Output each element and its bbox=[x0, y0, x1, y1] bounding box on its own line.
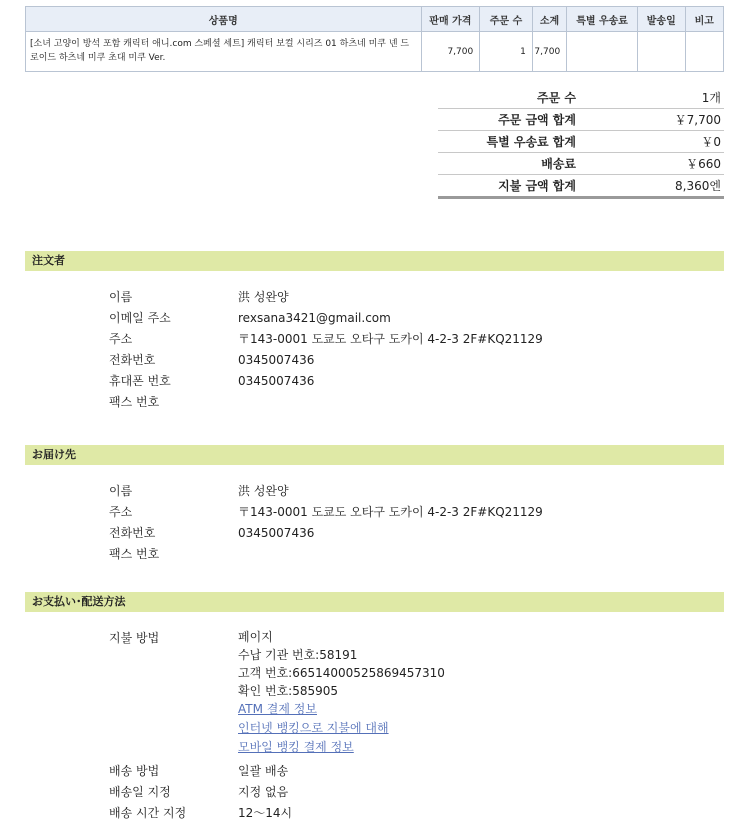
summary-value: ￥660 bbox=[686, 157, 721, 171]
col-header-product: 상품명 bbox=[26, 7, 422, 32]
orderer-details bbox=[109, 287, 709, 413]
orderer-row-fax bbox=[109, 392, 709, 413]
table-header-row bbox=[26, 7, 724, 32]
col-header-price: 판매 가격 bbox=[421, 7, 480, 32]
field-label: 배송일 지정 bbox=[109, 785, 171, 799]
col-header-ship-date: 발송일 bbox=[637, 7, 685, 32]
field-label: 배송 시간 지정 bbox=[109, 806, 187, 820]
field-label: 팩스 번호 bbox=[109, 547, 160, 561]
product-price: 7,700 bbox=[421, 32, 480, 72]
summary-row-order-total bbox=[438, 108, 724, 130]
product-name: [소녀 고양이 방석 포함 캐릭터 애니.com 스페셜 세트] 캐릭터 보컬 시리즈 01 하츠네 미쿠 넨 드로이드 하츠네 미쿠 초대 미쿠 Ver. bbox=[26, 32, 422, 72]
field-label: 전화번호 bbox=[109, 353, 156, 367]
summary-row-special-shipping bbox=[438, 130, 724, 152]
product-ship-date bbox=[637, 32, 685, 72]
field-value: 일괄 배송 bbox=[238, 764, 289, 778]
payment-row-delivery-time bbox=[109, 803, 709, 824]
mobile-banking-info-link[interactable]: 모바일 뱅킹 결제 정보 bbox=[238, 740, 354, 754]
field-label: 이름 bbox=[109, 484, 133, 498]
section-header-payment: お支払い･配送方法 bbox=[25, 592, 724, 612]
order-summary bbox=[438, 86, 724, 199]
delivery-row-fax bbox=[109, 544, 709, 565]
summary-value: ￥0 bbox=[701, 135, 721, 149]
summary-label: 주문 수 bbox=[537, 90, 576, 105]
field-value bbox=[238, 392, 709, 413]
payment-method-name: 페이지 bbox=[238, 630, 273, 644]
field-value: 洪 성완양 bbox=[238, 484, 289, 498]
field-label: 주소 bbox=[109, 332, 133, 346]
field-value bbox=[238, 544, 709, 565]
internet-banking-info-link[interactable]: 인터넷 뱅킹으로 지불에 대해 bbox=[238, 721, 389, 735]
section-header-orderer: 注文者 bbox=[25, 251, 724, 271]
summary-label: 주문 금액 합계 bbox=[498, 113, 576, 127]
product-note bbox=[685, 32, 723, 72]
summary-label: 지불 금액 합계 bbox=[498, 179, 576, 193]
delivery-row-phone bbox=[109, 523, 709, 544]
summary-value: 1개 bbox=[701, 90, 721, 105]
product-qty: 1 bbox=[480, 32, 533, 72]
orderer-row-name bbox=[109, 287, 709, 308]
field-value: 12～14시 bbox=[238, 806, 293, 820]
payment-row-method bbox=[109, 628, 709, 757]
summary-row-order-count bbox=[438, 86, 724, 108]
col-header-subtotal: 소계 bbox=[532, 7, 566, 32]
payment-method-value bbox=[238, 628, 709, 757]
field-label: 지불 방법 bbox=[109, 631, 160, 645]
field-value: 〒143-0001 도쿄도 오타구 도카이 4-2-3 2F#KQ21129 bbox=[238, 332, 543, 346]
payment-details bbox=[109, 628, 709, 824]
field-label: 주소 bbox=[109, 505, 133, 519]
orderer-row-phone bbox=[109, 350, 709, 371]
delivery-details bbox=[109, 481, 709, 565]
field-label: 이메일 주소 bbox=[109, 311, 171, 325]
orderer-row-address bbox=[109, 329, 709, 350]
delivery-row-name bbox=[109, 481, 709, 502]
field-value: 지정 없음 bbox=[238, 785, 289, 799]
order-items-table bbox=[25, 6, 724, 72]
summary-row-shipping-fee bbox=[438, 152, 724, 174]
field-label: 배송 방법 bbox=[109, 764, 160, 778]
summary-value: ￥7,700 bbox=[674, 113, 721, 127]
payment-confirmation-number: 확인 번호:585905 bbox=[238, 684, 339, 698]
col-header-note: 비고 bbox=[685, 7, 723, 32]
product-subtotal: 7,700 bbox=[532, 32, 566, 72]
field-value: 〒143-0001 도쿄도 오타구 도카이 4-2-3 2F#KQ21129 bbox=[238, 505, 543, 519]
summary-label: 배송료 bbox=[541, 157, 576, 171]
field-value: 洪 성완양 bbox=[238, 290, 289, 304]
summary-row-payment-total bbox=[438, 174, 724, 196]
field-value: 0345007436 bbox=[238, 374, 315, 388]
field-value: 0345007436 bbox=[238, 526, 315, 540]
payment-row-delivery-method bbox=[109, 761, 709, 782]
product-special-shipping bbox=[567, 32, 638, 72]
col-header-special-shipping: 특별 우송료 bbox=[567, 7, 638, 32]
orderer-row-email bbox=[109, 308, 709, 329]
payment-institution-number: 수납 기관 번호:58191 bbox=[238, 648, 358, 662]
summary-value: 8,360엔 bbox=[675, 179, 721, 193]
section-header-delivery: お届け先 bbox=[25, 445, 724, 465]
payment-customer-number: 고객 번호:66514000525869457310 bbox=[238, 666, 445, 680]
delivery-row-address bbox=[109, 502, 709, 523]
field-value: rexsana3421@gmail.com bbox=[238, 311, 391, 325]
field-label: 전화번호 bbox=[109, 526, 156, 540]
field-label: 이름 bbox=[109, 290, 133, 304]
field-value: 0345007436 bbox=[238, 353, 315, 367]
col-header-qty: 주문 수 bbox=[480, 7, 533, 32]
atm-payment-info-link[interactable]: ATM 결제 정보 bbox=[238, 702, 317, 716]
table-row bbox=[26, 32, 724, 72]
field-label: 휴대폰 번호 bbox=[109, 374, 171, 388]
field-label: 팩스 번호 bbox=[109, 395, 160, 409]
summary-label: 특별 우송료 합계 bbox=[486, 135, 576, 149]
payment-row-delivery-date bbox=[109, 782, 709, 803]
orderer-row-mobile bbox=[109, 371, 709, 392]
